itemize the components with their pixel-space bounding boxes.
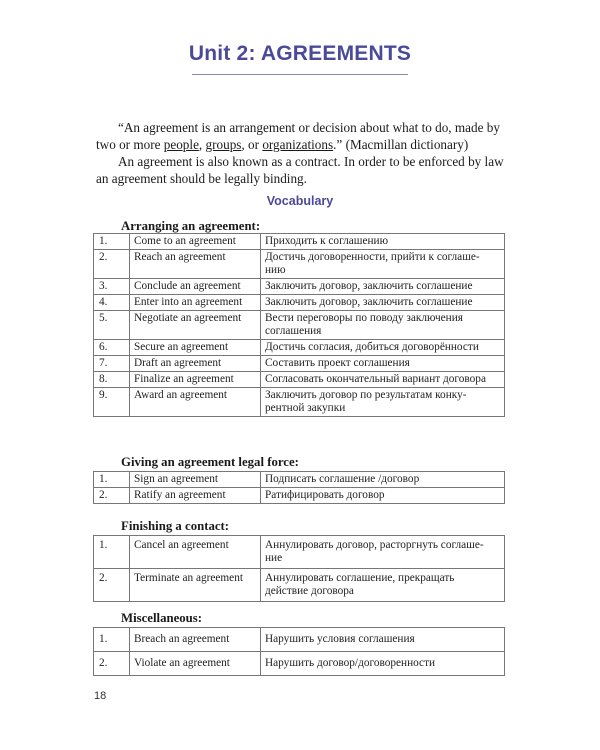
row-number: 1. xyxy=(94,628,130,652)
table-row xyxy=(94,340,505,356)
term-russian: Аннулировать соглашение, прекращать действие договора xyxy=(261,569,505,602)
term-english: Ratify an agreement xyxy=(130,488,261,504)
term-english: Reach an agreement xyxy=(130,250,261,279)
term-russian: Аннулировать договор, расторгнуть соглаше-ние xyxy=(261,536,505,569)
term-english: Award an agreement xyxy=(130,388,261,417)
intro-paragraph-contract: An agreement is also known as a contract. In order to be enforced by law an agreement should be legally binding. xyxy=(96,154,504,186)
term-russian: Ратифицировать договор xyxy=(261,488,505,504)
term-russian: Достичь договоренности, прийти к соглаше-нию xyxy=(261,250,505,279)
row-number: 2. xyxy=(94,250,130,279)
term-russian: Согласовать окончательный вариант договора xyxy=(261,372,505,388)
section-title-legal-force: Giving an agreement legal force: xyxy=(121,455,299,469)
term-english: Enter into an agreement xyxy=(130,295,261,311)
term-russian: Нарушить условия соглашения xyxy=(261,628,505,652)
row-number: 8. xyxy=(94,372,130,388)
term-english: Conclude an agreement xyxy=(130,279,261,295)
term-english: Breach an agreement xyxy=(130,628,261,652)
table-row xyxy=(94,628,505,652)
table-row xyxy=(94,295,505,311)
term-russian: Нарушить договор/договоренности xyxy=(261,652,505,676)
section-title-miscellaneous: Miscellaneous: xyxy=(121,611,203,625)
term-english: Draft an agreement xyxy=(130,356,261,372)
intro-text xyxy=(96,119,516,187)
term-english: Violate an agreement xyxy=(130,652,261,676)
link-groups[interactable]: groups xyxy=(205,137,242,152)
term-english: Sign an agreement xyxy=(130,472,261,488)
term-english: Cancel an agreement xyxy=(130,536,261,569)
term-russian: Вести переговоры по поводу заключения соглашения xyxy=(261,311,505,340)
row-number: 2. xyxy=(94,652,130,676)
term-english: Secure an agreement xyxy=(130,340,261,356)
page-title: Unit 2: AGREEMENTS xyxy=(188,42,412,65)
link-organizations[interactable]: organizations xyxy=(262,137,334,152)
term-english: Negotiate an agreement xyxy=(130,311,261,340)
table-finishing xyxy=(93,535,505,602)
term-russian: Приходить к соглашению xyxy=(261,234,505,250)
title-underline xyxy=(192,74,408,75)
table-row xyxy=(94,472,505,488)
page-number: 18 xyxy=(94,690,107,702)
term-russian: Достичь согласия, добиться договорённости xyxy=(261,340,505,356)
table-row xyxy=(94,250,505,279)
row-number: 2. xyxy=(94,488,130,504)
term-russian: Заключить договор по результатам конку-рентной закупки xyxy=(261,388,505,417)
table-row xyxy=(94,234,505,250)
table-row xyxy=(94,652,505,676)
row-number: 1. xyxy=(94,536,130,569)
table-row xyxy=(94,569,505,602)
vocabulary-heading: Vocabulary xyxy=(266,194,334,208)
term-russian: Составить проект соглашения xyxy=(261,356,505,372)
term-english: Terminate an agreement xyxy=(130,569,261,602)
row-number: 4. xyxy=(94,295,130,311)
table-row xyxy=(94,388,505,417)
table-row xyxy=(94,488,505,504)
table-row xyxy=(94,536,505,569)
table-row xyxy=(94,372,505,388)
row-number: 1. xyxy=(94,472,130,488)
row-number: 3. xyxy=(94,279,130,295)
table-arranging xyxy=(93,233,505,417)
table-legal-force xyxy=(93,471,505,504)
table-miscellaneous xyxy=(93,627,505,676)
term-english: Come to an agreement xyxy=(130,234,261,250)
row-number: 9. xyxy=(94,388,130,417)
table-row xyxy=(94,279,505,295)
section-title-arranging: Arranging an agreement: xyxy=(121,219,261,233)
intro-paragraph-definition: “An agreement is an arrangement or decision about what to do, made by two or more people, groups, or organizations.” (Macmillan dictionary) xyxy=(96,120,500,152)
term-russian: Подписать соглашение /договор xyxy=(261,472,505,488)
row-number: 2. xyxy=(94,569,130,602)
term-russian: Заключить договор, заключить соглашение xyxy=(261,295,505,311)
row-number: 7. xyxy=(94,356,130,372)
term-english: Finalize an agreement xyxy=(130,372,261,388)
term-russian: Заключить договор, заключить соглашение xyxy=(261,279,505,295)
row-number: 6. xyxy=(94,340,130,356)
table-row xyxy=(94,311,505,340)
table-row xyxy=(94,356,505,372)
section-title-finishing: Finishing a contact: xyxy=(121,519,230,533)
row-number: 1. xyxy=(94,234,130,250)
link-people[interactable]: people xyxy=(163,137,199,152)
row-number: 5. xyxy=(94,311,130,340)
